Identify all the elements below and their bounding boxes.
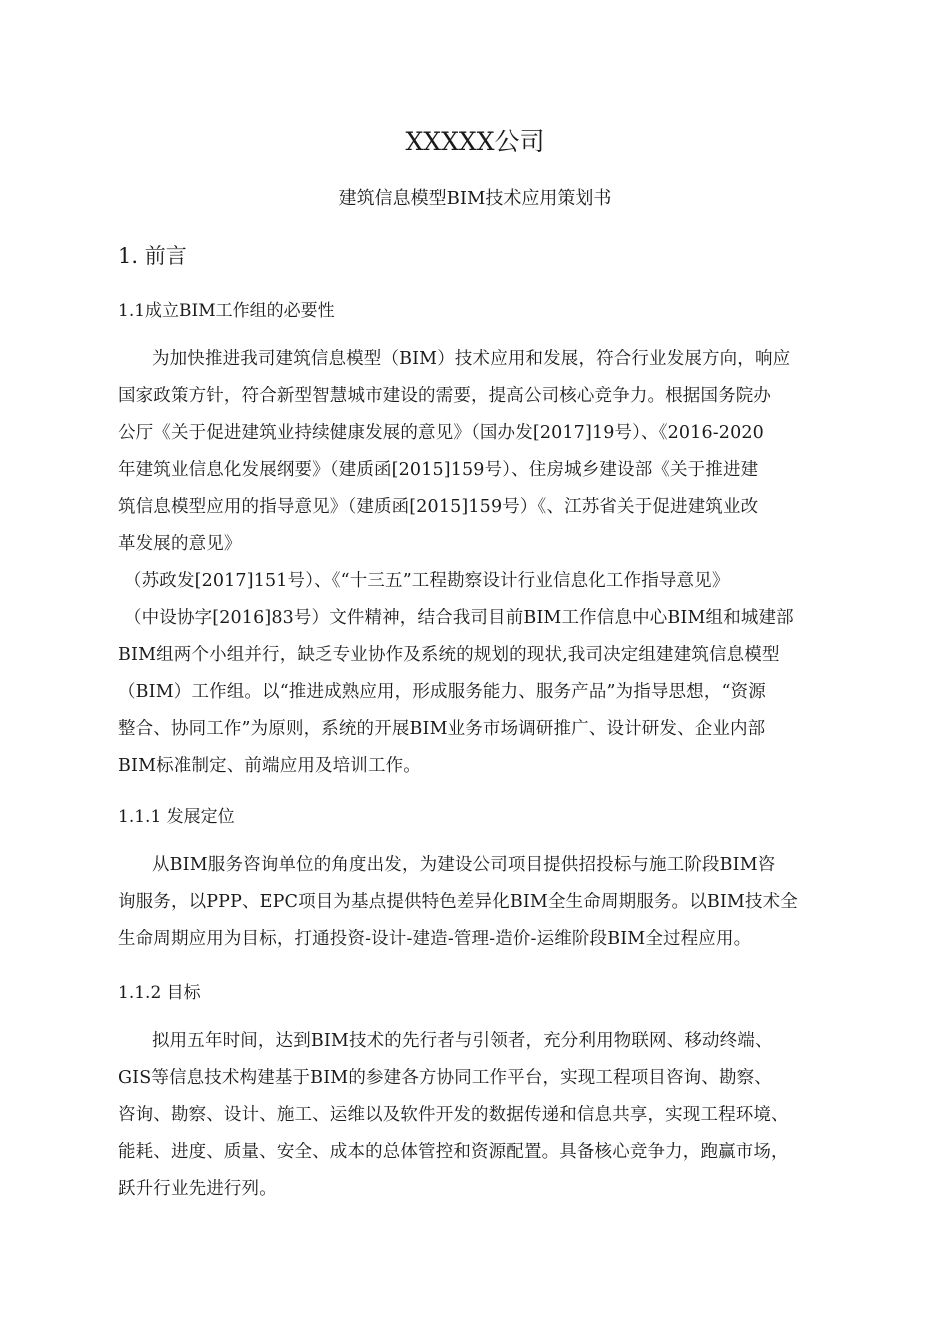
paragraph-line: 拟用五年时间，达到BIM技术的先行者与引领者，充分利用物联网、移动终端、 (152, 1031, 773, 1051)
paragraph-line: BIM标准制定、前端应用及培训工作。 (118, 756, 421, 776)
paragraph-line: 公厅《关于促进建筑业持续健康发展的意见》（国办发[2017]19号）、《2016-2020 (118, 423, 764, 443)
paragraph-line: 整合、协同工作”为原则，系统的开展BIM业务市场调研推广、设计研发、企业内部 (118, 719, 766, 739)
paragraph-line: （中设协字[2016]83号）文件精神，结合我司目前BIM工作信息中心BIM组和城建部 (124, 608, 794, 628)
paragraph-goals (118, 1023, 840, 1208)
paragraph-line: 咨询、勘察、设计、施工、运维以及软件开发的数据传递和信息共享，实现工程环境、 (118, 1105, 789, 1125)
subsection-heading-necessity: 1.1成立BIM工作组的必要性 (118, 301, 335, 321)
paragraph-line: 国家政策方针，符合新型智慧城市建设的需要，提高公司核心竞争力。根据国务院办 (118, 386, 772, 406)
paragraph-line: （BIM）工作组。以“推进成熟应用，形成服务能力、服务产品”为指导思想，“资源 (118, 682, 766, 702)
paragraph-positioning (118, 847, 840, 958)
section-heading-preface: 1. 前言 (118, 244, 187, 268)
paragraph-line: （苏政发[2017]151号）、《“十三五”工程勘察设计行业信息化工作指导意见》 (124, 571, 730, 591)
paragraph-line: 能耗、进度、质量、安全、成本的总体管控和资源配置。具备核心竞争力，跑赢市场， (118, 1142, 789, 1162)
paragraph-line: 革发展的意见》 (118, 534, 242, 554)
subsection-heading-goals: 1.1.2 目标 (118, 983, 201, 1003)
paragraph-line: 筑信息模型应用的指导意见》（建质函[2015]159号）《、江苏省关于促进建筑业改 (118, 497, 759, 517)
paragraph-line: 询服务，以PPP、EPC项目为基点提供特色差异化BIM全生命周期服务。以BIM技术全 (118, 892, 798, 912)
paragraph-line: 年建筑业信息化发展纲要》（建质函[2015]159号）、住房城乡建设部《关于推进建 (118, 460, 759, 480)
document-subtitle: 建筑信息模型BIM技术应用策划书 (338, 188, 612, 209)
subsection-heading-positioning: 1.1.1 发展定位 (118, 807, 235, 827)
paragraph-line: 跃升行业先进行列。 (118, 1179, 277, 1199)
paragraph-line: BIM组两个小组并行，缺乏专业协作及系统的规划的现状,我司决定组建建筑信息模型 (118, 645, 780, 665)
paragraph-line: 为加快推进我司建筑信息模型（BIM）技术应用和发展，符合行业发展方向，响应 (152, 349, 791, 369)
paragraph-line: 生命周期应用为目标，打通投资-设计-建造-管理-造价-运维阶段BIM全过程应用。 (118, 929, 752, 949)
document-title: XXXXX公司 (405, 127, 545, 156)
paragraph-line: 从BIM服务咨询单位的角度出发，为建设公司项目提供招投标与施工阶段BIM咨 (152, 855, 776, 875)
paragraph-line: GIS等信息技术构建基于BIM的参建各方协同工作平台，实现工程项目咨询、勘察、 (118, 1068, 772, 1088)
paragraph-necessity (118, 341, 840, 785)
